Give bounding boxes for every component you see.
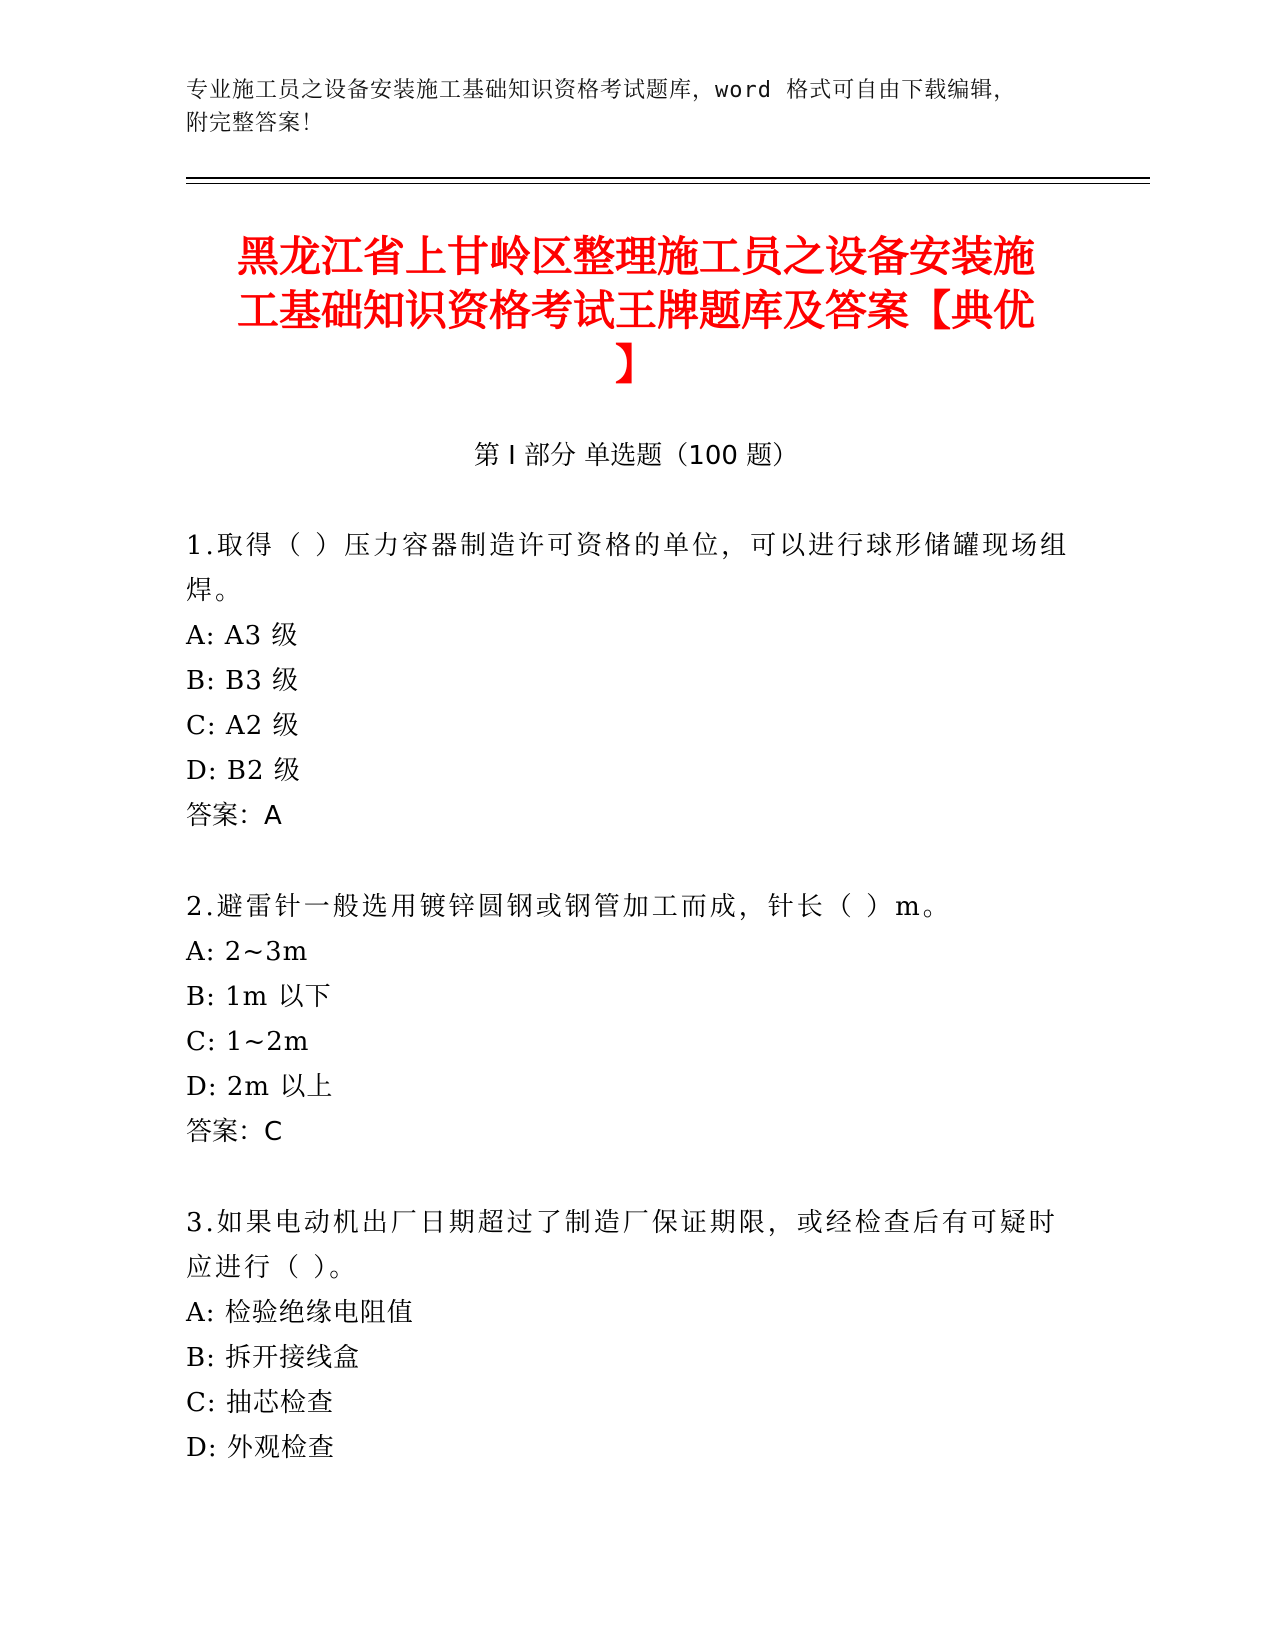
answer: 答案：C [186, 1117, 283, 1147]
option-d: D: 2m 以上 [186, 1072, 334, 1102]
question-stem: 1.取得（ ）压力容器制造许可资格的单位，可以进行球形储罐现场组 [186, 531, 1070, 561]
question-stem: 2.避雷针一般选用镀锌圆钢或钢管加工而成，针长（ ）m。 [186, 892, 952, 922]
option-d: D: 外观检查 [186, 1433, 335, 1463]
option-a: A: A3 级 [186, 621, 299, 651]
question-1 [186, 524, 1086, 839]
option-b: B: 1m 以下 [186, 982, 332, 1012]
option-c: C: 1~2m [186, 1027, 310, 1057]
option-c: C: A2 级 [186, 711, 300, 741]
document-title [186, 230, 1086, 392]
question-stem-continued: 焊。 [186, 576, 245, 606]
option-a: A: 检验绝缘电阻值 [186, 1298, 414, 1328]
header-note [186, 74, 1086, 140]
option-d: D: B2 级 [186, 756, 301, 786]
header-note-line-2: 附完整答案！ [186, 111, 325, 136]
option-c: C: 抽芯检查 [186, 1388, 334, 1418]
option-b: B: 拆开接线盒 [186, 1343, 361, 1373]
document-title-line-1: 黑龙江省上甘岭区整理施工员之设备安装施 [236, 232, 1035, 281]
question-3 [186, 1201, 1086, 1471]
header-divider-thin [186, 183, 1150, 184]
question-stem-continued: 应进行（ ）。 [186, 1253, 359, 1283]
answer: 答案：A [186, 801, 282, 831]
document-title-line-2: 工基础知识资格考试王牌题库及答案【典优 [236, 286, 1035, 335]
document-title-line-3: 】 [614, 340, 657, 389]
option-b: B: B3 级 [186, 666, 300, 696]
question-stem: 3.如果电动机出厂日期超过了制造厂保证期限，或经检查后有可疑时 [186, 1208, 1058, 1238]
question-2 [186, 885, 1086, 1155]
section-heading: 第 I 部分 单选题（100 题） [473, 441, 799, 471]
option-a: A: 2~3m [186, 937, 309, 967]
header-divider-thick [186, 177, 1150, 179]
header-note-line-1: 专业施工员之设备安装施工基础知识资格考试题库，word 格式可自由下载编辑， [186, 78, 1017, 103]
